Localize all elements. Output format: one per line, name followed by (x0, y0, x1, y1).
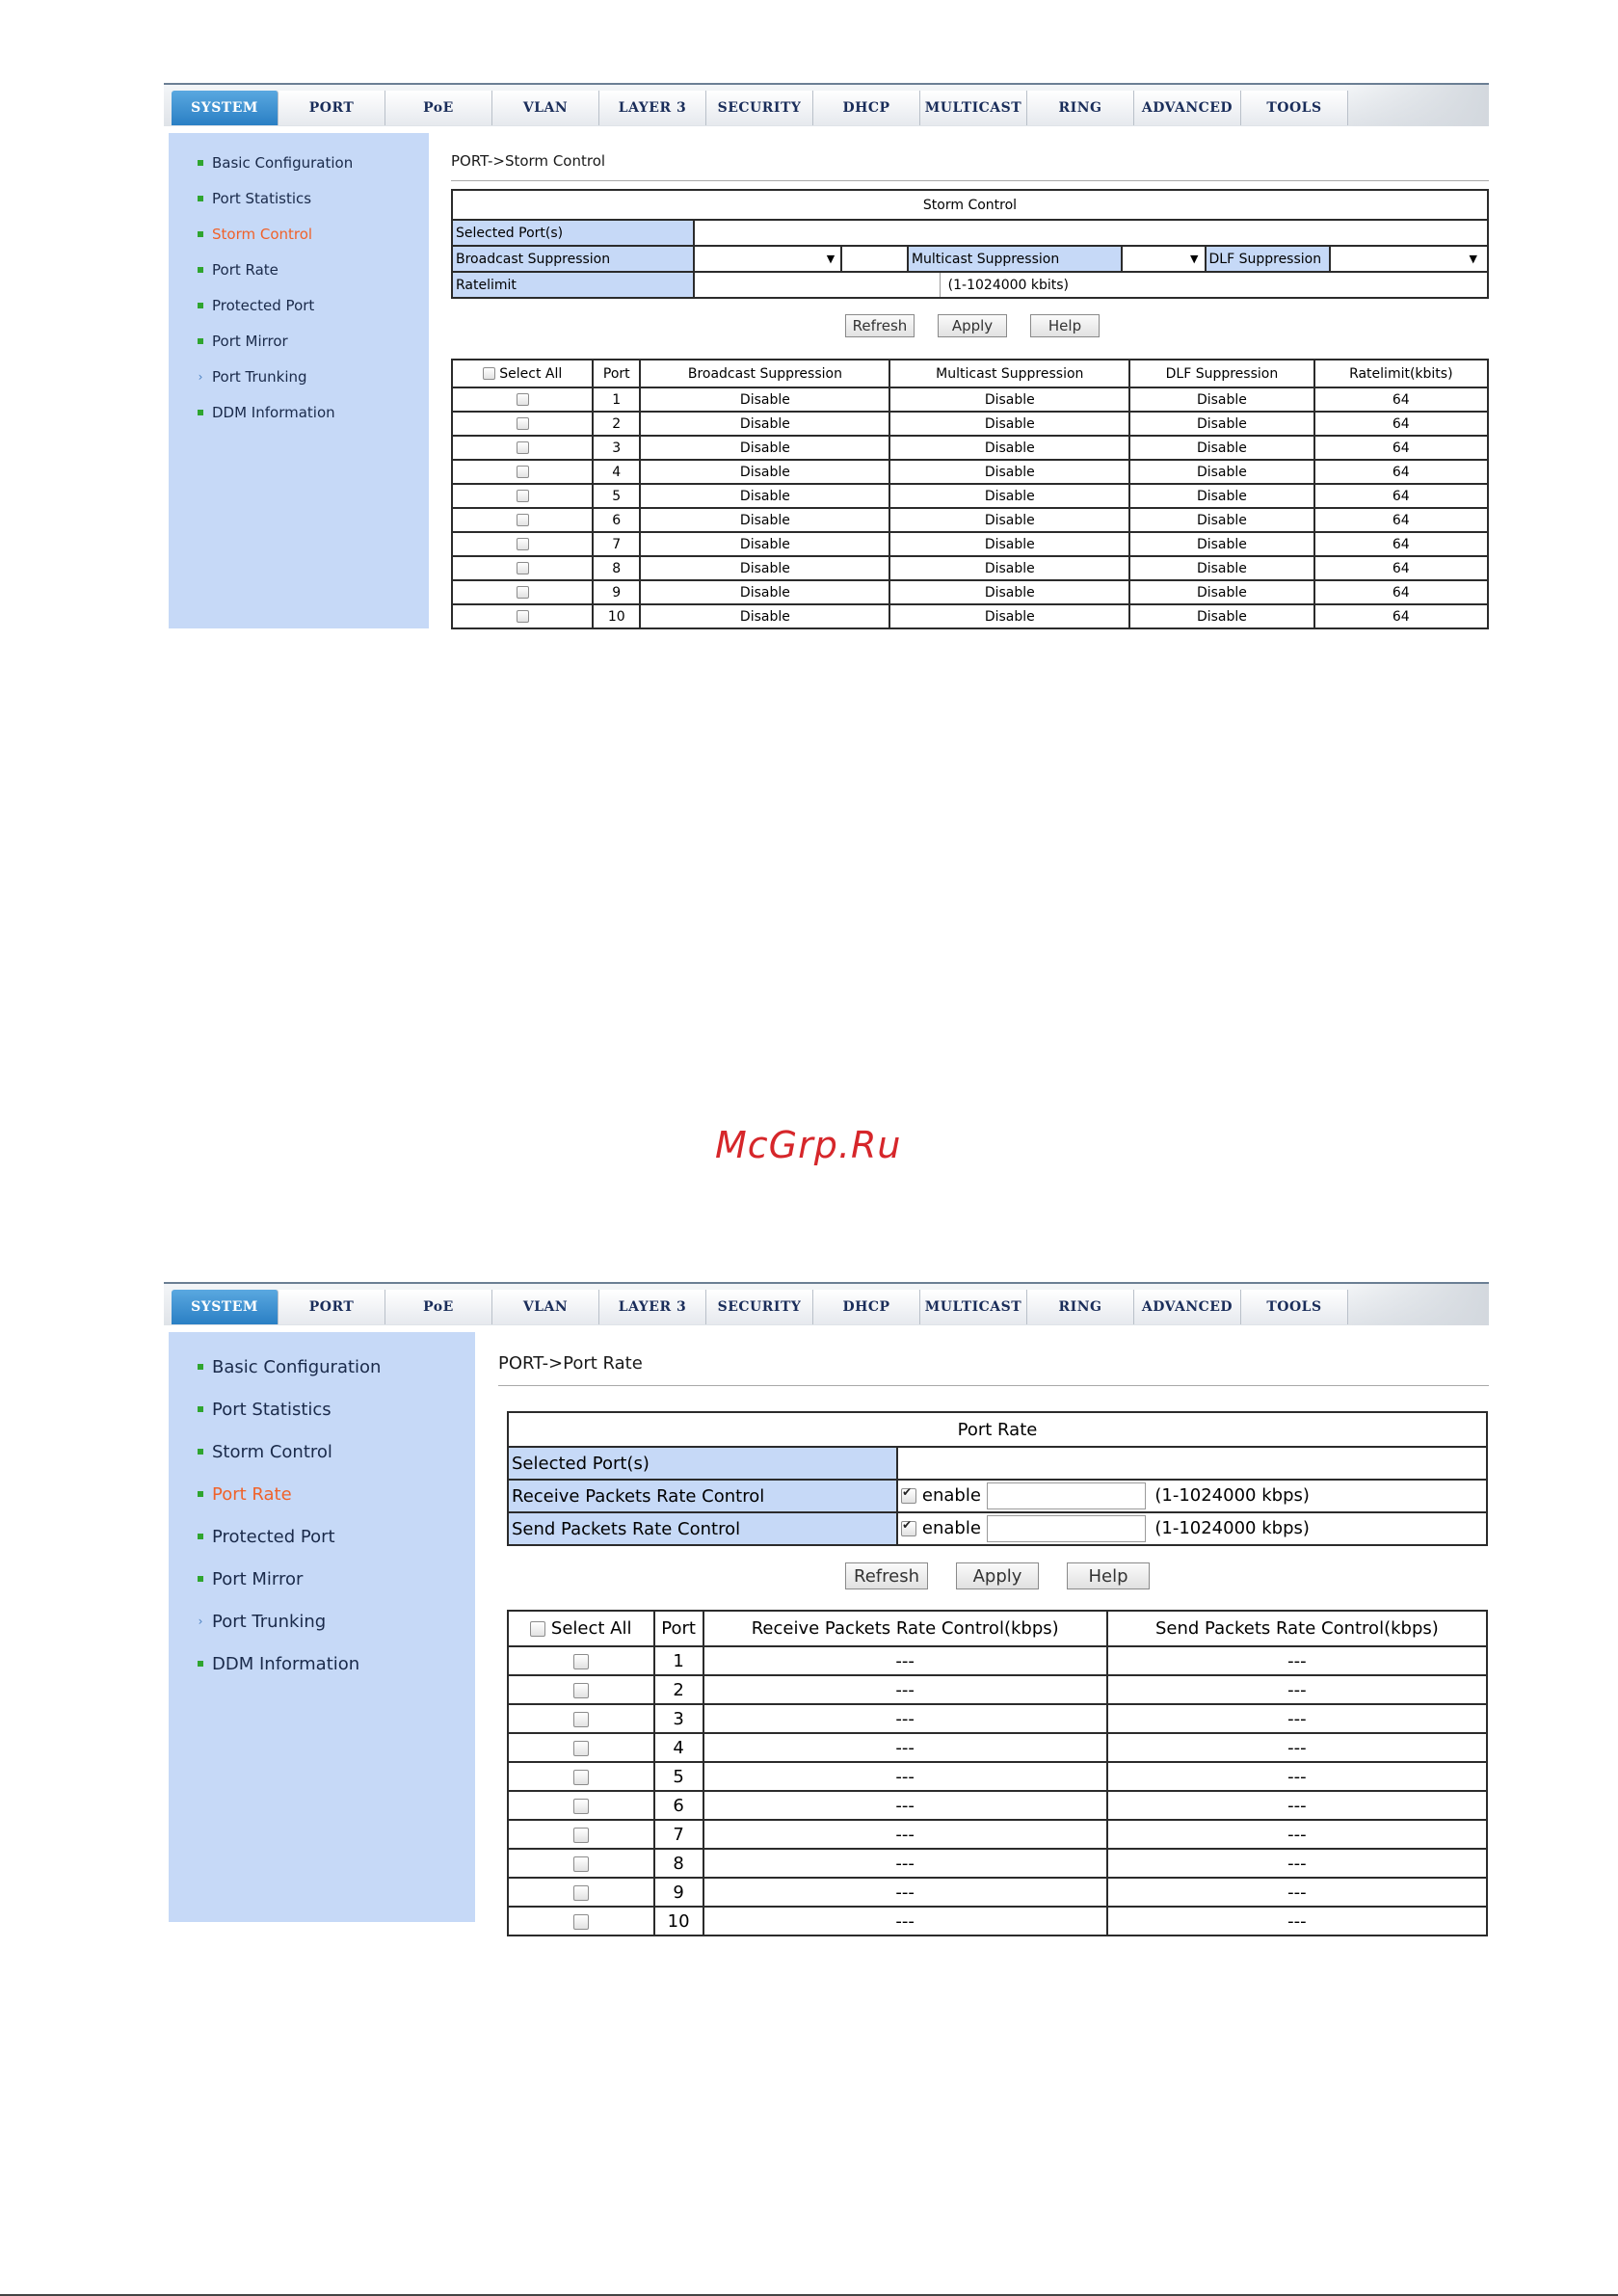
row-select-cell (452, 387, 593, 412)
broadcast-cell: Disable (640, 387, 889, 412)
storm-rows (452, 387, 1488, 628)
ratelimit-label: Ratelimit (452, 272, 694, 298)
selected-ports-field[interactable] (897, 1447, 1487, 1480)
port-cell: 5 (654, 1762, 703, 1791)
selected-ports-field[interactable] (694, 220, 1488, 246)
ratelimit-row (694, 272, 1488, 298)
send-rate-cell: --- (1107, 1849, 1487, 1878)
column-header: Receive Packets Rate Control(kbps) (703, 1611, 1107, 1646)
table-row (452, 532, 1488, 556)
nav-tab-advanced[interactable]: ADVANCED (1134, 1290, 1241, 1324)
nav-tab-poe[interactable]: PoE (385, 1290, 492, 1324)
multicast-cell: Disable (889, 387, 1129, 412)
dropdown-arrow-icon: ▼ (1190, 253, 1199, 265)
send-rate-hint: (1-1024000 kbps) (1154, 1518, 1310, 1538)
sidebar-item-port-statistics[interactable] (198, 1388, 381, 1430)
nav-tab-system[interactable]: SYSTEM (172, 1290, 279, 1324)
sidebar-menu (198, 145, 353, 430)
port-rate-port-table (507, 1610, 1488, 1936)
sidebar-item-label: Basic Configuration (212, 153, 354, 172)
dlf-cell: Disable (1129, 508, 1313, 532)
send-rate-cell: --- (1107, 1762, 1487, 1791)
select-all-checkbox[interactable] (530, 1621, 545, 1637)
sidebar-item-protected-port[interactable] (198, 287, 353, 323)
dlf-cell: Disable (1129, 412, 1313, 436)
multicast-cell: Disable (889, 460, 1129, 484)
nav-tab-port[interactable]: PORT (279, 91, 385, 125)
sidebar-item-port-rate[interactable] (198, 252, 353, 287)
sidebar-item-storm-control[interactable] (198, 1430, 381, 1473)
ratelimit-cell: 64 (1314, 604, 1488, 628)
table-row (452, 508, 1488, 532)
ratelimit-cell: 64 (1314, 532, 1488, 556)
ratelimit-cell: 64 (1314, 436, 1488, 460)
port-cell: 2 (654, 1675, 703, 1704)
dlf-cell: Disable (1129, 387, 1313, 412)
broadcast-cell: Disable (640, 460, 889, 484)
sidebar-item-port-trunking[interactable] (198, 359, 353, 394)
nav-tab-security[interactable]: SECURITY (706, 91, 813, 125)
send-rate-cell: --- (1107, 1878, 1487, 1907)
receive-rate-cell: --- (703, 1762, 1107, 1791)
nav-tabs (172, 1290, 1348, 1324)
sidebar-item-label: Port Mirror (212, 332, 288, 350)
dlf-cell: Disable (1129, 580, 1313, 604)
port-cell: 7 (593, 532, 640, 556)
ratelimit-hint: (1-1024000 kbits) (947, 277, 1070, 293)
port-cell: 8 (593, 556, 640, 580)
multicast-suppression-label: Multicast Suppression (908, 246, 1122, 272)
row-checkbox[interactable] (573, 1683, 589, 1698)
table-row (508, 1791, 1487, 1820)
row-select-cell (508, 1791, 654, 1820)
row-checkbox[interactable] (517, 441, 529, 454)
receive-rate-cell: --- (703, 1704, 1107, 1733)
nav-tab-tools[interactable]: TOOLS (1241, 1290, 1348, 1324)
port-cell: 4 (654, 1733, 703, 1762)
receive-rate-cell: --- (703, 1907, 1107, 1936)
bullet-icon (198, 303, 203, 308)
table-row (508, 1675, 1487, 1704)
port-rate-screenshot (164, 1282, 1489, 1932)
receive-rate-cell (897, 1480, 1487, 1512)
top-nav-bar (164, 83, 1489, 126)
bullet-icon (198, 1661, 203, 1667)
table-row (508, 1646, 1487, 1675)
apply-button[interactable]: Apply (956, 1562, 1039, 1589)
select-all-header (452, 360, 593, 387)
table-row (508, 1907, 1487, 1936)
row-checkbox[interactable] (573, 1914, 589, 1930)
dlf-cell: Disable (1129, 532, 1313, 556)
bullet-icon (198, 1364, 203, 1370)
column-header: Multicast Suppression (889, 360, 1129, 387)
ratelimit-cell: 64 (1314, 460, 1488, 484)
table-row (452, 387, 1488, 412)
sidebar-item-label: Storm Control (212, 1441, 332, 1462)
send-rate-cell: --- (1107, 1646, 1487, 1675)
sidebar-item-label: Port Statistics (212, 189, 312, 207)
row-checkbox[interactable] (517, 610, 529, 623)
nav-tab-poe[interactable]: PoE (385, 91, 492, 125)
bullet-icon (198, 1491, 203, 1497)
nav-fade (1344, 85, 1489, 126)
ratelimit-input[interactable] (695, 273, 941, 297)
row-select-cell (508, 1733, 654, 1762)
nav-tab-vlan[interactable]: VLAN (492, 1290, 599, 1324)
dlf-cell: Disable (1129, 484, 1313, 508)
chevron-right-icon: › (198, 369, 203, 384)
divider (498, 1385, 1489, 1386)
table-row (508, 1762, 1487, 1791)
row-select-cell (508, 1878, 654, 1907)
row-select-cell (452, 556, 593, 580)
ratelimit-cell: 64 (1314, 412, 1488, 436)
port-cell: 6 (654, 1791, 703, 1820)
multicast-cell: Disable (889, 532, 1129, 556)
nav-tab-advanced[interactable]: ADVANCED (1134, 91, 1241, 125)
refresh-button[interactable]: Refresh (845, 314, 915, 337)
select-all-checkbox[interactable] (483, 367, 495, 380)
row-select-cell (508, 1675, 654, 1704)
sidebar-item-port-rate[interactable] (198, 1473, 381, 1515)
table-row (508, 1820, 1487, 1849)
row-select-cell (452, 580, 593, 604)
dlf-cell: Disable (1129, 556, 1313, 580)
receive-rate-cell: --- (703, 1849, 1107, 1878)
port-cell: 2 (593, 412, 640, 436)
ratelimit-cell: 64 (1314, 387, 1488, 412)
port-cell: 10 (654, 1907, 703, 1936)
select-all-label: Select All (550, 1618, 632, 1639)
broadcast-cell: Disable (640, 436, 889, 460)
receive-rate-input[interactable] (987, 1482, 1146, 1509)
port-cell: 7 (654, 1820, 703, 1849)
receive-rate-cell: --- (703, 1733, 1107, 1762)
row-checkbox[interactable] (573, 1770, 589, 1785)
sidebar (169, 133, 429, 628)
column-header: Port (593, 360, 640, 387)
watermark: McGrp.Ru (715, 1124, 902, 1166)
nav-tab-tools[interactable]: TOOLS (1241, 91, 1348, 125)
receive-rate-cell: --- (703, 1675, 1107, 1704)
table-row (508, 1733, 1487, 1762)
receive-rate-cell: --- (703, 1820, 1107, 1849)
receive-rate-hint: (1-1024000 kbps) (1154, 1485, 1310, 1506)
row-checkbox[interactable] (517, 586, 529, 599)
send-rate-label: Send Packets Rate Control (508, 1512, 897, 1545)
sidebar-item-label: Port Mirror (212, 1568, 304, 1589)
broadcast-cell: Disable (640, 604, 889, 628)
action-buttons (845, 314, 1123, 337)
broadcast-suppression-label: Broadcast Suppression (452, 246, 694, 272)
selected-ports-label: Selected Port(s) (452, 220, 694, 246)
send-rate-input[interactable] (987, 1515, 1146, 1542)
sidebar-item-label: DDM Information (212, 1653, 360, 1674)
sidebar-item-port-mirror[interactable] (198, 1558, 381, 1600)
bullet-icon (198, 267, 203, 273)
ratelimit-cell: 64 (1314, 484, 1488, 508)
row-checkbox[interactable] (517, 490, 529, 502)
column-header: Broadcast Suppression (640, 360, 889, 387)
sidebar-item-label: Protected Port (212, 296, 315, 314)
dlf-suppression-label: DLF Suppression (1206, 246, 1331, 272)
row-checkbox[interactable] (573, 1856, 589, 1872)
top-nav-bar (164, 1282, 1489, 1325)
ratelimit-cell: 64 (1314, 508, 1488, 532)
nav-tab-multicast[interactable]: MULTICAST (920, 91, 1027, 125)
table-row (508, 1878, 1487, 1907)
sidebar-item-storm-control[interactable] (198, 216, 353, 252)
selected-ports-label: Selected Port(s) (508, 1447, 897, 1480)
table-row (452, 412, 1488, 436)
row-checkbox[interactable] (573, 1712, 589, 1727)
row-checkbox[interactable] (573, 1828, 589, 1843)
sidebar-item-label: Port Rate (212, 1483, 292, 1505)
rate-rows (508, 1646, 1487, 1936)
nav-tab-security[interactable]: SECURITY (706, 1290, 813, 1324)
port-cell: 8 (654, 1849, 703, 1878)
divider (451, 180, 1489, 181)
column-header: DLF Suppression (1129, 360, 1313, 387)
multicast-cell: Disable (889, 604, 1129, 628)
nav-tab-system[interactable]: SYSTEM (172, 91, 279, 125)
row-select-cell (508, 1704, 654, 1733)
row-select-cell (508, 1907, 654, 1936)
send-rate-cell: --- (1107, 1791, 1487, 1820)
nav-tab-multicast[interactable]: MULTICAST (920, 1290, 1027, 1324)
receive-rate-label: Receive Packets Rate Control (508, 1480, 897, 1512)
row-checkbox[interactable] (517, 514, 529, 526)
sidebar-item-label: DDM Information (212, 403, 335, 421)
dlf-cell: Disable (1129, 604, 1313, 628)
send-enable-label: enable (921, 1518, 981, 1538)
sidebar-item-port-trunking[interactable] (198, 1600, 381, 1642)
dropdown-arrow-icon: ▼ (826, 253, 836, 265)
table-row (452, 460, 1488, 484)
broadcast-cell: Disable (640, 484, 889, 508)
bullet-icon (198, 1534, 203, 1539)
row-select-cell (452, 532, 593, 556)
broadcast-cell: Disable (640, 580, 889, 604)
row-checkbox[interactable] (517, 466, 529, 478)
multicast-cell: Disable (889, 580, 1129, 604)
spacer (841, 246, 908, 272)
nav-tab-layer3[interactable]: LAYER 3 (599, 91, 706, 125)
row-checkbox[interactable] (517, 417, 529, 430)
action-buttons (845, 1562, 1178, 1589)
storm-control-screenshot (164, 83, 1489, 628)
sidebar-item-port-statistics[interactable] (198, 180, 353, 216)
refresh-button[interactable]: Refresh (845, 1562, 928, 1589)
send-rate-cell: --- (1107, 1704, 1487, 1733)
multicast-cell: Disable (889, 556, 1129, 580)
table-row (452, 556, 1488, 580)
table-row (452, 580, 1488, 604)
send-rate-cell: --- (1107, 1820, 1487, 1849)
receive-rate-cell: --- (703, 1878, 1107, 1907)
broadcast-cell: Disable (640, 508, 889, 532)
port-cell: 5 (593, 484, 640, 508)
multicast-cell: Disable (889, 508, 1129, 532)
row-checkbox[interactable] (517, 393, 529, 406)
nav-tab-ring[interactable]: RING (1027, 91, 1134, 125)
broadcast-cell: Disable (640, 532, 889, 556)
nav-fade (1344, 1284, 1489, 1325)
sidebar-item-label: Port Trunking (212, 1611, 327, 1632)
port-cell: 3 (593, 436, 640, 460)
column-header: Port (654, 1611, 703, 1646)
bullet-icon (198, 160, 203, 166)
dlf-suppression-select[interactable] (1330, 246, 1488, 272)
sidebar-item-label: Storm Control (212, 225, 313, 243)
column-header: Ratelimit(kbits) (1314, 360, 1488, 387)
send-rate-cell: --- (1107, 1675, 1487, 1704)
nav-tab-dhcp[interactable]: DHCP (813, 91, 920, 125)
port-rate-config-table (507, 1411, 1488, 1546)
row-select-cell (508, 1762, 654, 1791)
multicast-cell: Disable (889, 484, 1129, 508)
receive-rate-cell: --- (703, 1791, 1107, 1820)
bullet-icon (198, 1576, 203, 1582)
port-cell: 9 (654, 1878, 703, 1907)
sidebar-menu (198, 1346, 381, 1685)
row-select-cell (452, 460, 593, 484)
help-button[interactable]: Help (1067, 1562, 1150, 1589)
send-rate-cell (897, 1512, 1487, 1545)
receive-rate-cell: --- (703, 1646, 1107, 1675)
sidebar-item-protected-port[interactable] (198, 1515, 381, 1558)
table-row (452, 604, 1488, 628)
receive-enable-checkbox[interactable] (901, 1488, 916, 1504)
bullet-icon (198, 231, 203, 237)
sidebar-item-label: Basic Configuration (212, 1356, 382, 1377)
row-select-cell (452, 412, 593, 436)
multicast-cell: Disable (889, 412, 1129, 436)
sidebar-item-basic-configuration[interactable] (198, 1346, 381, 1388)
multicast-cell: Disable (889, 436, 1129, 460)
config-title: Storm Control (452, 190, 1488, 220)
port-cell: 10 (593, 604, 640, 628)
sidebar-item-label: Port Rate (212, 260, 279, 279)
breadcrumb: PORT->Storm Control (451, 152, 606, 170)
nav-tab-layer3[interactable]: LAYER 3 (599, 1290, 706, 1324)
table-row (452, 484, 1488, 508)
row-select-cell (452, 436, 593, 460)
row-checkbox[interactable] (573, 1885, 589, 1901)
nav-tab-ring[interactable]: RING (1027, 1290, 1134, 1324)
select-all-header (508, 1611, 654, 1646)
sidebar-item-port-mirror[interactable] (198, 323, 353, 359)
apply-button[interactable]: Apply (938, 314, 1007, 337)
table-row (508, 1849, 1487, 1878)
storm-control-config-table (451, 189, 1489, 299)
row-checkbox[interactable] (573, 1799, 589, 1814)
ratelimit-cell: 64 (1314, 580, 1488, 604)
table-row (508, 1704, 1487, 1733)
port-cell: 3 (654, 1704, 703, 1733)
nav-tab-dhcp[interactable]: DHCP (813, 1290, 920, 1324)
config-title: Port Rate (508, 1412, 1487, 1447)
sidebar-item-label: Port Statistics (212, 1399, 332, 1420)
sidebar-item-ddm-information[interactable] (198, 394, 353, 430)
send-rate-cell: --- (1107, 1907, 1487, 1936)
ratelimit-cell: 64 (1314, 556, 1488, 580)
row-select-cell (452, 484, 593, 508)
row-select-cell (452, 604, 593, 628)
port-cell: 1 (593, 387, 640, 412)
bullet-icon (198, 196, 203, 201)
select-all-label: Select All (499, 365, 563, 382)
nav-tab-port[interactable]: PORT (279, 1290, 385, 1324)
dlf-cell: Disable (1129, 460, 1313, 484)
dlf-cell: Disable (1129, 436, 1313, 460)
bullet-icon (198, 410, 203, 415)
help-button[interactable]: Help (1030, 314, 1100, 337)
chevron-right-icon: › (198, 1615, 203, 1628)
row-checkbox[interactable] (573, 1741, 589, 1756)
broadcast-cell: Disable (640, 556, 889, 580)
sidebar-item-label: Port Trunking (212, 367, 307, 386)
table-row (452, 436, 1488, 460)
multicast-suppression-select[interactable] (1122, 246, 1206, 272)
sidebar-item-basic-configuration[interactable] (198, 145, 353, 180)
bullet-icon (198, 338, 203, 344)
row-checkbox[interactable] (517, 562, 529, 574)
sidebar-item-label: Protected Port (212, 1526, 335, 1547)
breadcrumb: PORT->Port Rate (498, 1353, 643, 1374)
port-cell: 6 (593, 508, 640, 532)
column-header: Send Packets Rate Control(kbps) (1107, 1611, 1487, 1646)
bullet-icon (198, 1406, 203, 1412)
dropdown-arrow-icon: ▼ (1469, 253, 1477, 265)
storm-control-port-table (451, 359, 1489, 629)
broadcast-suppression-select[interactable] (694, 246, 842, 272)
port-cell: 4 (593, 460, 640, 484)
nav-tabs (172, 91, 1348, 125)
port-cell: 1 (654, 1646, 703, 1675)
send-enable-checkbox[interactable] (901, 1521, 916, 1536)
row-select-cell (508, 1849, 654, 1878)
row-checkbox[interactable] (517, 538, 529, 550)
bullet-icon (198, 1449, 203, 1455)
sidebar-item-ddm-information[interactable] (198, 1642, 381, 1685)
row-checkbox[interactable] (573, 1654, 589, 1669)
port-cell: 9 (593, 580, 640, 604)
nav-tab-vlan[interactable]: VLAN (492, 91, 599, 125)
send-rate-cell: --- (1107, 1733, 1487, 1762)
sidebar (169, 1332, 475, 1922)
row-select-cell (452, 508, 593, 532)
row-select-cell (508, 1820, 654, 1849)
row-select-cell (508, 1646, 654, 1675)
broadcast-cell: Disable (640, 412, 889, 436)
receive-enable-label: enable (921, 1485, 981, 1506)
